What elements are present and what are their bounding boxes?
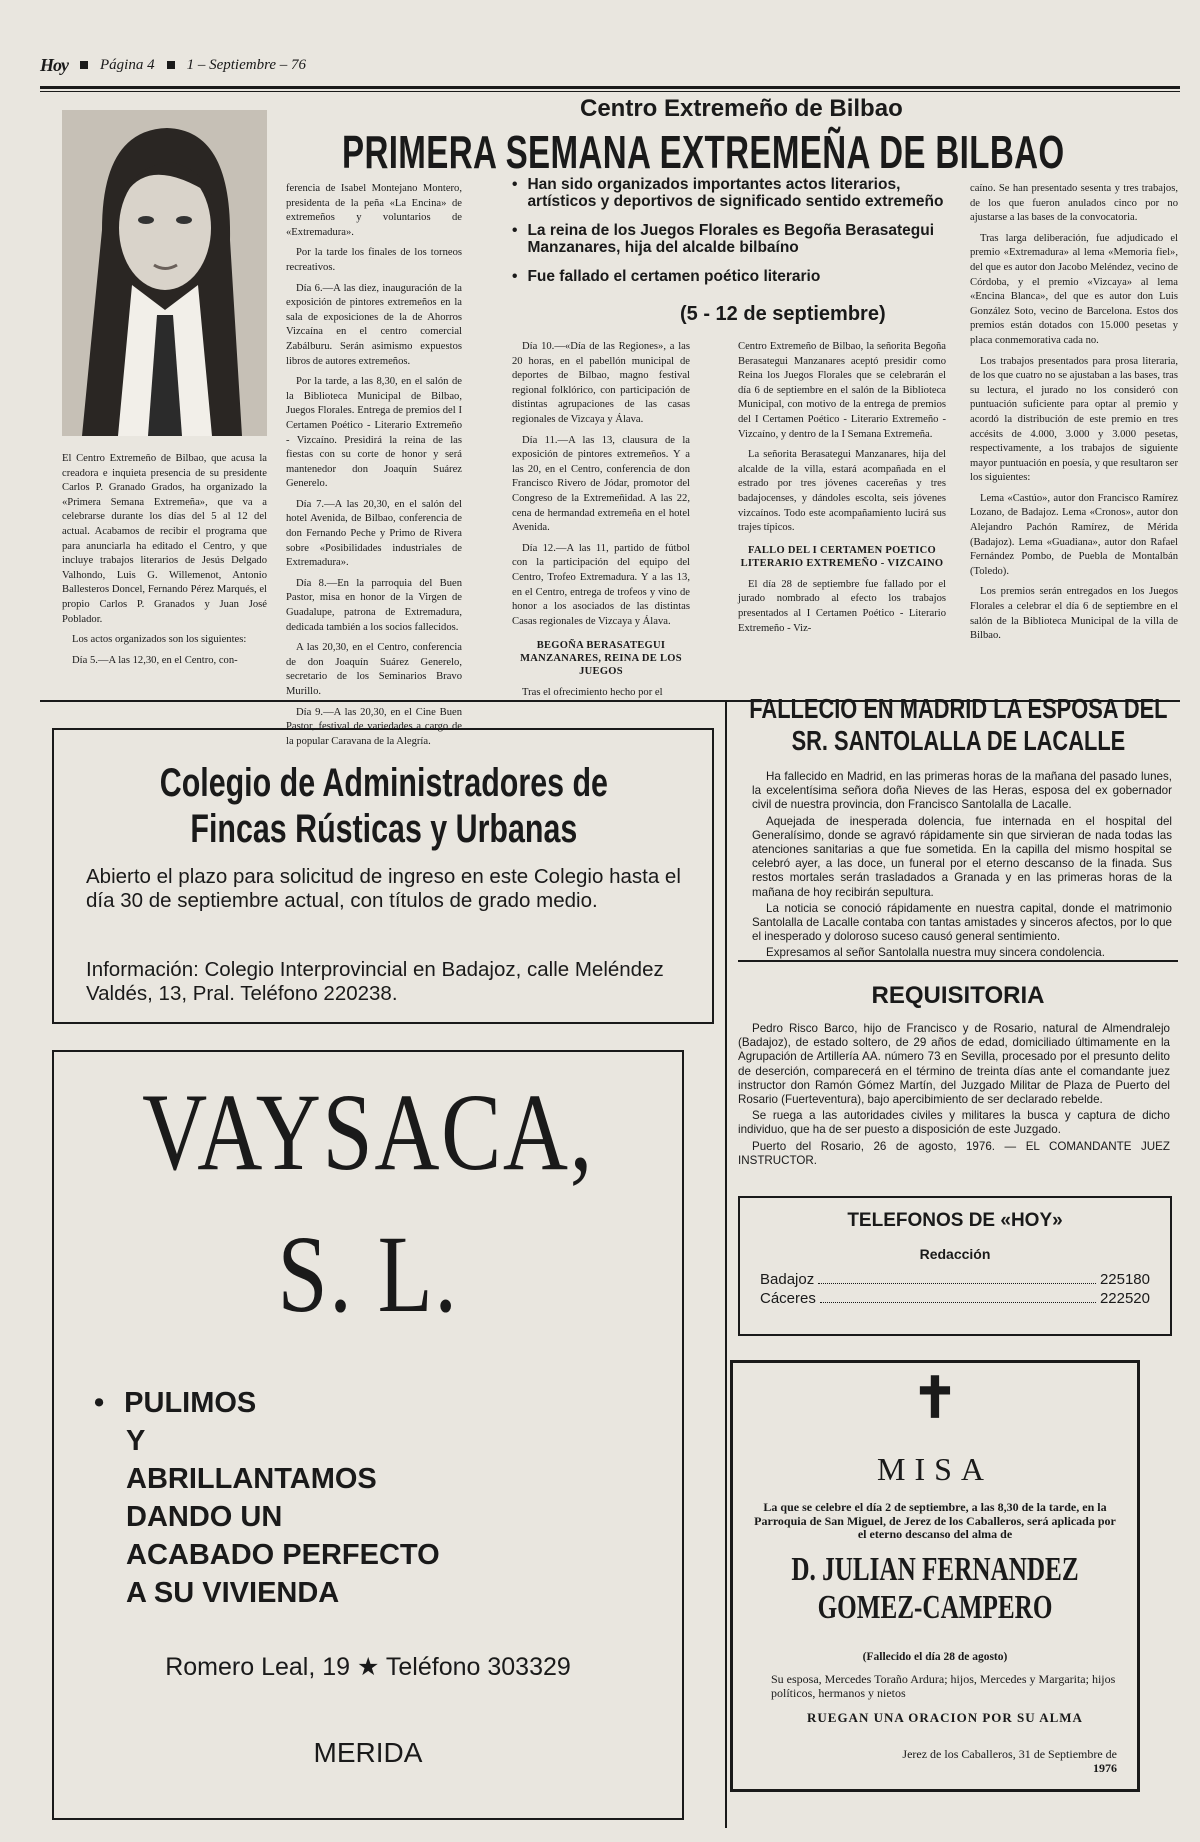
vaysaca-name bbox=[54, 1072, 682, 1334]
feature-column-1 bbox=[62, 452, 267, 674]
telefonos-subtitle: Redacción bbox=[919, 1246, 991, 1262]
paragraph: Día 6.—A las diez, inauguración de la exposición de pintores extremeños en la sala de exposiciones de la de Ahorros Vizcaína en el centro comercial Zabálburu. Serán asimismo expuestos libros de autores extremeños. bbox=[286, 282, 462, 367]
vaysaca-name-line: S. L. bbox=[277, 1213, 459, 1335]
deceased-name-line: D. JULIAN FERNANDEZ bbox=[791, 1551, 1079, 1588]
misa-family: Su esposa, Mercedes Toraño Ardura; hijos, Mercedes y Margarita; hijos políticos, hermanos y nietos bbox=[771, 1672, 1116, 1700]
paragraph: Tras el ofrecimiento hecho por el bbox=[522, 687, 663, 699]
paragraph: caíno. Se han presentado sesenta y tres trabajos, de los que fueron anulados cinco por no ajustarse a las bases de la convocatoria. bbox=[970, 183, 1178, 224]
telefonos-title: TELEFONOS DE «HOY» bbox=[847, 1210, 1063, 1231]
address-phone: Teléfono 303329 bbox=[385, 1653, 571, 1681]
telefono-number: 225180 bbox=[1099, 1271, 1150, 1288]
address-street: Romero Leal, 19 bbox=[165, 1653, 351, 1681]
paragraph: Por la tarde los finales de los torneos recreativos. bbox=[286, 247, 462, 273]
paragraph: Los trabajos presentados para prosa literaria, de los que cuatro no se ajustaban a las bases, tras su lectura, el jurado no los consideró con puntuación suficiente para optar al premio y acordó la distribución de este premio en tres accésits de 4.000, 3.000 y 3.000 pesetas, respectivamente, a los trabajos de siguiente mayor puntuación en poesía, y que resultaron ser los siguientes: bbox=[970, 355, 1178, 484]
paragraph: Pedro Risco Barco, hijo de Francisco y de Rosario, natural de Almendralejo (Badajoz), de estado soltero, de 29 años de edad, domiciliado últimamente en la Agrupación de Artillería AA. número 73 en Sevilla, procesado por el presunto delito de deserción, comparecerá en el término de treinta días ante el comandante juez instructor don Ramón Gómez Martín, del Juzgado Militar de Plaza de Puerto del Rosario (Fuerteventura), bajo apercibimiento de ser declarado rebelde. bbox=[738, 1022, 1170, 1107]
service-line: A SU VIVIENDA bbox=[126, 1577, 340, 1609]
obituary-headline-line: FALLECIO EN MADRID LA ESPOSA DEL bbox=[749, 693, 1168, 724]
paragraph: La señorita Berasategui Manzanares, hija del alcalde de la villa, estará acompañada en el estrado por tres jóvenes cacereñas y tres badajocenses, y dándoles escolta, seis jóvenes vizcaínos. Todo este acompañamiento lucirá sus trajes típicos. bbox=[738, 449, 946, 534]
highlight-text: Han sido organizados importantes actos literarios, artísticos y deportivos de significado sentido extremeño bbox=[527, 176, 944, 210]
misa-intro: La que se celebre el día 2 de septiembre, a las 8,30 de la tarde, en la Parroquia de San Miguel, de Jerez de los Caballeros, será aplicada por el eterno descanso del alma de bbox=[754, 1500, 1116, 1541]
paragraph: Expresamos al señor Santolalla nuestra muy sincera condolencia. bbox=[766, 946, 1105, 960]
paragraph: Centro Extremeño de Bilbao, la señorita Begoña Berasategui Manzanares aceptó presidir como Reina los Juegos Florales que se celebrarán el día 6 de septiembre en el salón de la Biblioteca Municipal, con motivo de la entrega de premios del I Certamen Poético - Literario Extremeño - Vizcaíno, y dentro de la I Semana Extremeña. bbox=[738, 341, 946, 440]
paragraph: Día 8.—En la parroquia del Buen Pastor, misa en honor de la Virgen de Guadalupe, patrona de Extremadura, dedicada también a los socios fallecidos. bbox=[286, 577, 462, 633]
dot-leader bbox=[818, 1270, 1096, 1284]
service-text: PULIMOS bbox=[124, 1387, 257, 1419]
colegio-title-line: Colegio de Administradores de bbox=[159, 761, 608, 805]
cross-icon: ✝ bbox=[911, 1368, 959, 1430]
vaysaca-services bbox=[94, 1384, 654, 1612]
paragraph: Día 5.—A las 12,30, en el Centro, con- bbox=[72, 654, 238, 666]
paragraph: Aquejada de inesperada dolencia, fue internada en el hospital del Generalísimo, donde se agravó rápidamente sin que sirvieran de nada todas las atenciones sanitarias a que fue sometida. En la capilla del mismo hospital se celebró ayer, a las doce, un funeral por el eterno descanso de la finada. Sus restos mortales serán trasladados a Granada y en las primeras horas de la mañana de hoy recibirán sepultura. bbox=[752, 814, 1172, 899]
misa-title: MISA bbox=[876, 1451, 993, 1487]
feature-column-3 bbox=[512, 340, 690, 707]
paragraph: Día 11.—A las 13, clausura de la exposición de pintores extremeños. Y a las 20, en el Centro, conferencia de don Francisco Rivero de Jódar, promotor del Congreso de la Extremeñidad. A las 22, cena de hermandad extremeña en el hotel Avenida. bbox=[512, 434, 690, 534]
highlight-text: Fue fallado el certamen poético literario bbox=[527, 268, 821, 285]
service-line: ACABADO PERFECTO bbox=[126, 1539, 440, 1571]
colegio-title-line: Fincas Rústicas y Urbanas bbox=[190, 807, 578, 851]
highlight-item bbox=[512, 176, 952, 210]
highlight-text: La reina de los Juegos Florales es Begoña Berasategui Manzanares, hija del alcalde bilbaíno bbox=[527, 222, 935, 256]
colegio-advertisement bbox=[52, 728, 714, 1024]
service-line: ABRILLANTAMOS bbox=[126, 1463, 377, 1495]
bullet-icon: • bbox=[512, 268, 518, 285]
newspaper-logo: Hoy bbox=[40, 54, 68, 75]
feature-headline: PRIMERA SEMANA EXTREMEÑA DE BILBAO bbox=[342, 126, 1065, 178]
highlight-item bbox=[512, 268, 952, 285]
subheading: FALLO DEL I CERTAMEN POETICO LITERARIO EXTREMEÑO - VIZCAINO bbox=[740, 544, 944, 569]
misa-died: (Fallecido el día 28 de agosto) bbox=[862, 1651, 1008, 1663]
header-rule bbox=[40, 86, 1180, 89]
telefonos-box bbox=[738, 1196, 1172, 1336]
column-rule bbox=[725, 700, 727, 1828]
paragraph: Día 10.—«Día de las Regiones», a las 20 horas, en el pabellón municipal de deportes de Bilbao, magno festival regional folklórico, con participación de distintas agrupaciones de las casas regionales de Vizcaya y Álava. bbox=[512, 341, 690, 425]
place-date-year: 1976 bbox=[1093, 1761, 1117, 1775]
feature-kicker: Centro Extremeño de Bilbao bbox=[580, 95, 903, 122]
obituary-headline-line: SR. SANTOLALLA DE LACALLE bbox=[791, 725, 1126, 756]
page-header bbox=[40, 50, 1170, 80]
header-rule-thin bbox=[40, 91, 1180, 92]
vaysaca-advertisement bbox=[52, 1050, 684, 1820]
paragraph: Día 7.—A las 20,30, en el salón del hotel Avenida, de Bilbao, conferencia de don Fernando Peche y Primo de Rivera sobre «Posibilidades industriales de Extremadura». bbox=[286, 498, 462, 569]
service-line: Y bbox=[126, 1425, 146, 1457]
telefono-number: 222520 bbox=[1099, 1290, 1150, 1307]
service-line: DANDO UN bbox=[126, 1501, 283, 1533]
page-number: Página 4 bbox=[100, 56, 155, 73]
portrait-photo bbox=[62, 110, 267, 436]
photo-caption: El Centro Extremeño de Bilbao, que acusa la creadora e inquieta presencia de su presidente Carlos P. Granado Grados, ha organizado la «Primera Semana Extremeña», que va a celebrarse durante los días del 5 al 12 del actual. Acabamos de recibir el programa que para anunciarla ha editado el Centro, y que incluye trabajos literarios de Jesús Delgado Valhondo, Luis G. Willemenot, Antonio Ballesteros Doncel, Fernando Pérez Marqués, el propio Carlos P. Granados y Juan José Poblador. bbox=[62, 453, 267, 625]
deceased-name-line: GOMEZ-CAMPERO bbox=[817, 1589, 1053, 1626]
misa-notice bbox=[730, 1360, 1140, 1792]
paragraph: ferencia de Isabel Montejano Montero, presidenta de la peña «La Encina» de extremeños y voluntarios de «Extremadura». bbox=[286, 183, 462, 238]
vaysaca-name-line: VAYSACA, bbox=[142, 1071, 594, 1193]
highlight-item bbox=[512, 222, 952, 256]
vaysaca-city: MERIDA bbox=[313, 1737, 423, 1768]
separator-square bbox=[80, 61, 88, 69]
subheading: BEGOÑA BERASATEGUI MANZANARES, REINA DE LOS JUEGOS bbox=[520, 640, 682, 678]
feature-column-5 bbox=[970, 182, 1178, 650]
colegio-title bbox=[54, 760, 714, 852]
section-rule bbox=[738, 960, 1178, 962]
paragraph: A las 20,30, en el Centro, conferencia de don Joaquín Suárez Generelo, secretario de los Seminarios Bravo Murillo. bbox=[286, 642, 462, 697]
bullet-icon: • bbox=[94, 1387, 105, 1419]
requisitoria-body bbox=[738, 1022, 1170, 1168]
separator-square bbox=[167, 61, 175, 69]
feature-dates: (5 - 12 de septiembre) bbox=[680, 303, 886, 325]
misa-place-date bbox=[807, 1747, 1117, 1775]
feature-highlights bbox=[512, 176, 952, 285]
paragraph: Por la tarde, a las 8,30, en el salón de la Biblioteca Municipal de Bilbao, Juegos Florales. Entrega de premios del I Certamen Poético - Literario Extremeño - Vizcaíno. Presidirá la reina de las fiestas con su corte de honor y será mantenedor don Joaquín Suárez Generelo. bbox=[286, 376, 462, 490]
feature-column-4 bbox=[738, 340, 946, 642]
vaysaca-address bbox=[54, 1652, 682, 1682]
paragraph: Ha fallecido en Madrid, en las primeras horas de la mañana del pasado lunes, la excelentísima señora doña Nieves de las Heras, esposa del ex gobernador civil de nuestra provincia, don Francisco Santolalla de Lacalle. bbox=[752, 770, 1172, 812]
misa-request: RUEGAN UNA ORACION POR SU ALMA bbox=[807, 1710, 1083, 1725]
telefonos-list bbox=[760, 1270, 1150, 1308]
place-date-text: Jerez de los Caballeros, 31 de Septiembre de bbox=[902, 1747, 1117, 1761]
paragraph: Día 9.—A las 20,30, en el Cine Buen Pastor, festival de variedades a cargo de la popular Caravana de la Alegría. bbox=[286, 706, 462, 747]
colegio-body: Abierto el plazo para solicitud de ingreso en este Colegio hasta el día 30 de septiembre actual, con títulos de grado medio. bbox=[86, 865, 681, 912]
requisitoria-title: REQUISITORIA bbox=[871, 982, 1045, 1009]
bullet-icon: • bbox=[512, 176, 518, 193]
service-line bbox=[94, 1384, 654, 1422]
paragraph: Puerto del Rosario, 26 de agosto, 1976. — EL COMANDANTE JUEZ INSTRUCTOR. bbox=[738, 1139, 1170, 1167]
deceased-name bbox=[771, 1551, 1100, 1627]
paragraph: El día 28 de septiembre fue fallado por el jurado nombrado al efecto los trabajos presentados al I Certamen Poético - Literario Extremeño - Viz- bbox=[738, 578, 946, 634]
paragraph: Lema «Castúo», autor don Francisco Ramírez Lozano, de Badajoz. Lema «Cronos», autor don Alejandro Pachón Ramírez, de Mérida (Badajoz). Lema «Guadiana», autor don Rafael Fernández Pombo, de Puebla de Montalbán (Toledo). bbox=[970, 492, 1178, 577]
paragraph: Los actos organizados son los siguientes: bbox=[72, 634, 247, 646]
star-icon: ★ bbox=[356, 1653, 380, 1681]
telefono-row bbox=[760, 1270, 1150, 1289]
telefono-city: Cáceres bbox=[760, 1290, 816, 1307]
issue-date: 1 – Septiembre – 76 bbox=[186, 56, 307, 73]
bullet-icon: • bbox=[512, 222, 518, 239]
paragraph: Se ruega a las autoridades civiles y militares la busca y captura de dicho individuo, que ha de ser puesto a disposición de este Juzgado. bbox=[738, 1109, 1170, 1137]
paragraph: Tras larga deliberación, fue adjudicado el premio «Extremadura» al lema «Memoria fiel», del que es autor don Jacobo Meléndez, vecino de Córdoba, y el premio «Vizcaya» al lema «Encina Blanca», del que es autor don Luis González Soto, vecino de Barcelona. Estos dos premios están dotados con 15.000 pesetas y placa conmemorativa cada no. bbox=[970, 232, 1178, 346]
telefono-city: Badajoz bbox=[760, 1271, 815, 1288]
obituary-headline bbox=[740, 693, 1177, 757]
portrait-illustration bbox=[62, 110, 267, 436]
paragraph: Día 12.—A las 11, partido de fútbol con la participación del equipo del Centro, Trofeo Extremadura. Y a las 13, en el Centro, entrega de trofeos y vino de honor a los asociados de las distintas Casas regionales de Vizcaya y Álava. bbox=[512, 542, 690, 627]
paragraph: La noticia se conoció rápidamente en nuestra capital, donde el matrimonio Santolalla de Lacalle contaba con tantas amistades y sinceros afectos, por lo que el inesperado y doloroso suceso causó general sentimiento. bbox=[752, 901, 1172, 944]
telefono-row bbox=[760, 1289, 1150, 1308]
feature-column-2 bbox=[286, 182, 462, 755]
paragraph: Los premios serán entregados en los Juegos Florales a celebrar el día 6 de septiembre en el salón de la Biblioteca Municipal de la villa de Bilbao. bbox=[970, 586, 1178, 642]
dot-leader bbox=[820, 1289, 1096, 1303]
obituary-body bbox=[752, 770, 1172, 961]
colegio-info: Información: Colegio Interprovincial en Badajoz, calle Meléndez Valdés, 13, Pral. Teléfono 220238. bbox=[86, 958, 664, 1005]
